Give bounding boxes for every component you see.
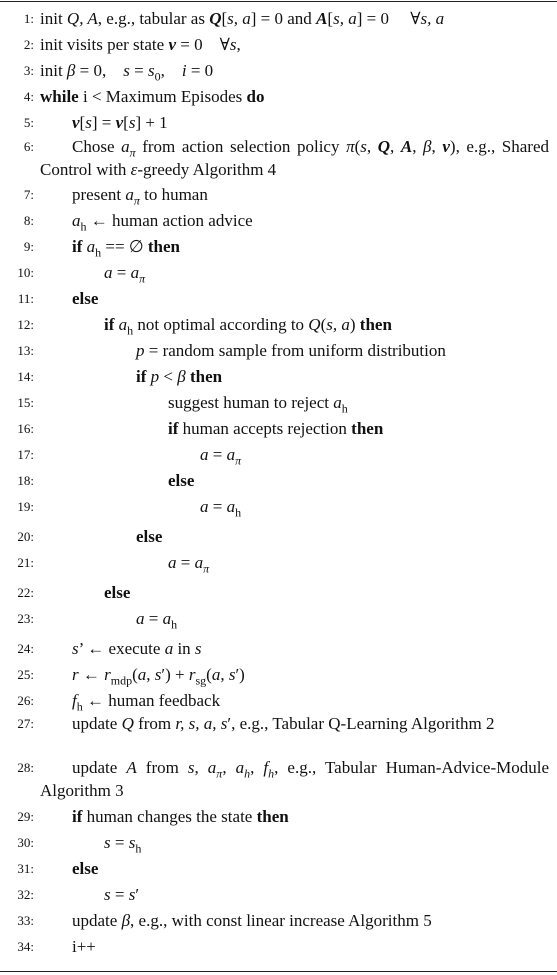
algorithm-line — [0, 688, 553, 714]
line-text: else — [136, 527, 163, 546]
algorithm-line — [0, 416, 553, 442]
line-text: update β, e.g., with const linear increase Algorithm 5 — [72, 911, 432, 930]
algorithm-line — [0, 208, 553, 234]
algorithm-line — [0, 756, 553, 804]
line-number: 3: — [23, 63, 34, 78]
algorithm-line — [0, 908, 553, 934]
line-number: 15: — [17, 395, 34, 410]
line-number: 28: — [17, 760, 34, 775]
line-number: 8: — [23, 213, 34, 228]
line-number: 24: — [17, 641, 34, 656]
line-number: 10: — [17, 265, 34, 280]
line-text: if human changes the state then — [72, 807, 289, 826]
algorithm-line — [0, 364, 553, 390]
line-text: if p < β then — [136, 367, 223, 386]
line-number: 29: — [17, 809, 34, 824]
algorithm-line — [0, 442, 553, 468]
line-text: else — [168, 471, 195, 490]
algorithm-line — [0, 32, 553, 58]
algorithm-line — [0, 84, 553, 110]
algorithm-line — [0, 882, 553, 908]
algorithm-line — [0, 338, 553, 364]
algorithm-line — [0, 804, 553, 830]
algorithm-line — [0, 550, 553, 576]
line-number: 23: — [17, 611, 34, 626]
line-number: 32: — [17, 887, 34, 902]
line-number: 4: — [23, 89, 34, 104]
line-text: else — [72, 289, 99, 308]
line-text: present $a_\pi$ to human — [72, 185, 208, 208]
line-text: if $a_h$ not optimal according to Q(s, a) then — [104, 315, 392, 338]
line-number: 30: — [17, 835, 34, 850]
line-text: while i < Maximum Episodes do — [40, 87, 265, 106]
line-text: $a = a_h$ — [200, 497, 242, 520]
line-text: init visits per state ν = 0 ∀s, — [40, 35, 241, 54]
line-number: 17: — [17, 447, 34, 462]
algorithm-line — [0, 934, 553, 960]
algorithm-line — [0, 135, 553, 183]
line-text: $a_h$ ← human action advice — [72, 211, 253, 234]
line-number: 27: — [17, 716, 34, 731]
line-text: update Q from r, s, a, s′, e.g., Tabular Q-Learning Algorithm 2 — [72, 714, 495, 733]
algorithm-line — [0, 524, 553, 550]
line-text: $a = a_\pi$ — [104, 263, 146, 286]
algorithm-line — [0, 312, 553, 338]
algorithm-line — [0, 830, 553, 856]
line-text: if $a_h$ == ∅ then — [72, 237, 180, 260]
line-number: 13: — [17, 343, 34, 358]
line-text: Chose $a_\pi$ from action selection policy π(s, Q, A, β, ν), e.g., Shared Control with ε-greedy Algorithm 4 — [40, 137, 550, 179]
line-number: 21: — [17, 555, 34, 570]
line-number: 33: — [17, 913, 34, 928]
line-text: s = s′ — [104, 885, 140, 904]
line-text: update A from s, $a_\pi$, $a_h$, $f_h$, e.g., Tabular Human-Advice-Module Algorithm 3 — [40, 758, 550, 800]
algorithm-line — [0, 286, 553, 312]
line-text: $s = s_h$ — [104, 833, 142, 856]
line-number: 14: — [17, 369, 34, 384]
line-text: $f_h$ ← human feedback — [72, 691, 221, 714]
line-text: suggest human to reject $a_h$ — [168, 393, 348, 416]
algorithm-line — [0, 662, 553, 688]
algorithm-line — [0, 58, 553, 84]
line-text: i++ — [72, 937, 96, 956]
line-number: 5: — [23, 115, 34, 130]
bottom-rule — [0, 971, 557, 972]
line-number: 19: — [17, 499, 34, 514]
algorithm-line — [0, 110, 553, 136]
line-number: 20: — [17, 529, 34, 544]
line-number: 25: — [17, 667, 34, 682]
line-text: init Q, A, e.g., tabular as Q[s, a] = 0 and A[s, a] = 0 ∀s, a — [40, 9, 445, 28]
line-number: 7: — [23, 187, 34, 202]
line-text: s’ ← execute a in s — [72, 639, 202, 658]
line-text: else — [72, 859, 99, 878]
line-text: r ← $r_{mdp}(a$, $s') + r_{sg}(a$, s′) — [72, 665, 245, 688]
algorithm-line — [0, 856, 553, 882]
line-number: 31: — [17, 861, 34, 876]
line-text: $a = a_\pi$ — [200, 445, 242, 468]
algorithm-line — [0, 712, 553, 760]
line-text: else — [104, 583, 131, 602]
line-number: 1: — [23, 11, 34, 26]
line-number: 18: — [17, 473, 34, 488]
line-number: 34: — [17, 939, 34, 954]
top-rule — [0, 1, 557, 2]
line-number: 12: — [17, 317, 34, 332]
line-text: p = random sample from uniform distribution — [136, 341, 446, 360]
algorithm-line — [0, 260, 553, 286]
line-number: 6: — [23, 139, 34, 154]
line-text: if human accepts rejection then — [168, 419, 384, 438]
line-number: 2: — [23, 37, 34, 52]
algorithm-line — [0, 182, 553, 208]
line-text: $a = a_\pi$ — [168, 553, 210, 576]
algorithm-line — [0, 494, 553, 520]
algorithm-line — [0, 580, 553, 606]
line-text: ν[s] = ν[s] + 1 — [72, 113, 168, 132]
algorithm-line — [0, 606, 553, 632]
line-number: 11: — [17, 291, 34, 306]
line-number: 26: — [17, 693, 34, 708]
algorithm-line — [0, 390, 553, 416]
line-number: 9: — [23, 239, 34, 254]
line-number: 16: — [17, 421, 34, 436]
line-text: init β = 0, $s = s_0$, i = 0 — [40, 61, 214, 84]
line-text: $a = a_h$ — [136, 609, 178, 632]
algorithm-line — [0, 468, 553, 494]
line-number: 22: — [17, 585, 34, 600]
algorithm-line — [0, 636, 553, 662]
algorithm-line — [0, 6, 553, 32]
algorithm-line — [0, 234, 553, 260]
